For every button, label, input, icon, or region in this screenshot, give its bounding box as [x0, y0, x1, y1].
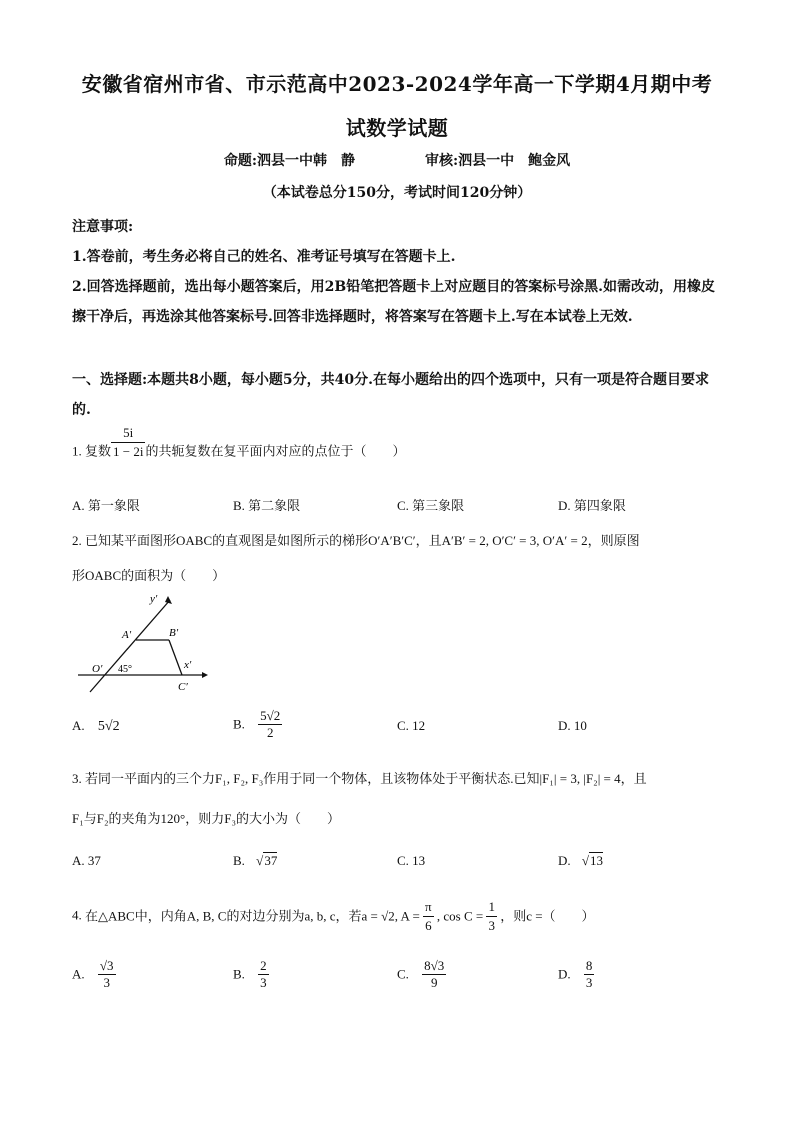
fraction-denominator: 3 — [488, 918, 495, 933]
option-a: A. 37 — [72, 853, 101, 868]
fraction — [486, 898, 497, 935]
exam-title-line2: 试数学试题 — [345, 116, 449, 140]
fraction-numerator: 5√2 — [260, 708, 281, 723]
question-number: 3. — [72, 771, 82, 786]
option-label: B. — [233, 853, 245, 868]
label-angle: 45° — [118, 664, 132, 675]
option-label: B. — [233, 716, 245, 732]
y-axis-line — [90, 600, 170, 692]
fraction-denominator: 3 — [260, 975, 267, 990]
fraction — [111, 424, 145, 461]
fraction-numerator: 8√3 — [424, 958, 445, 973]
question-2-stem-line1 — [72, 532, 732, 550]
fraction-numerator: 5i — [111, 424, 145, 443]
option-label: A. — [72, 718, 85, 733]
label-a: A′ — [122, 629, 132, 641]
option-c — [397, 958, 446, 991]
notice-heading: 注意事项: — [72, 219, 134, 235]
fraction — [423, 898, 434, 935]
exam-info: （本试卷总分150分，考试时间120分钟） — [262, 185, 532, 201]
fraction-denominator: 1 − 2i — [113, 444, 144, 459]
author: 命题:泗县一中韩 静 — [223, 153, 355, 169]
option-d: D. 10 — [558, 718, 587, 733]
option-label: A. — [72, 966, 85, 982]
option-b — [233, 958, 269, 991]
option-a: A. 第一象限 — [72, 498, 140, 513]
fraction-numerator: π — [423, 898, 434, 917]
y-axis-arrow — [165, 596, 172, 604]
fraction — [584, 958, 595, 991]
question-number: 2. — [72, 533, 82, 548]
question-4-stem — [72, 898, 732, 935]
fraction — [258, 958, 269, 991]
label-b: B′ — [169, 627, 179, 639]
author-line — [0, 150, 794, 170]
option-value: 37 — [264, 853, 278, 868]
label-x: x′ — [184, 659, 192, 671]
question-text: 的共轭复数在复平面内对应的点位于（ ） — [145, 443, 406, 459]
x-axis-arrow — [202, 672, 208, 678]
question-text: 复数 — [85, 443, 112, 459]
label-o: O′ — [92, 663, 103, 675]
option-label: D. — [558, 853, 571, 868]
label-y: y′ — [150, 593, 158, 605]
section-1-heading: 一、选择题:本题共8小题，每小题5分，共40分.在每小题给出的四个选项中，只有一项是符合题目要求的. — [72, 372, 710, 418]
fraction — [98, 958, 116, 991]
fraction — [258, 708, 282, 741]
option-value: 5√2 — [97, 719, 120, 734]
option-d: D. 第四象限 — [558, 498, 626, 513]
fraction-denominator: 3 — [585, 975, 593, 990]
question-number: 1. — [72, 443, 82, 459]
reviewer: 审核:泗县一中 鲍金风 — [425, 153, 571, 169]
question-1-stem — [72, 425, 732, 471]
option-c: C. 13 — [397, 853, 426, 868]
question-text: 在△ABC中，内角A, B, C的对边分别为a, b, c，若a = √2, A = — [85, 908, 420, 924]
option-b: B. √37 — [233, 853, 278, 868]
trapezoid-diagram — [74, 592, 214, 700]
fraction-numerator: 1 — [486, 898, 497, 917]
fraction-denominator: 3 — [103, 975, 110, 990]
option-b — [233, 708, 282, 741]
fraction-numerator: 2 — [260, 958, 267, 973]
option-c: C. 第三象限 — [397, 498, 465, 513]
option-b: B. 第二象限 — [233, 498, 301, 513]
question-text: 若同一平面内的三个力F₁, F₂, F₃作用于同一个物体，且该物体处于平衡状态.已知|F₁| = 3, |F₂| = 4，且 — [85, 771, 647, 786]
option-label: B. — [233, 966, 245, 982]
notice-item-2: 2.回答选择题前，选出每小题答案后，用2B铅笔把答题卡上对应题目的答案标号涂黑.如需改动，用橡皮擦干净后，再选涂其他答案标号.回答非选择题时，将答案写在答题卡上.写在本试卷上无效. — [72, 279, 716, 325]
option-label: D. — [558, 966, 571, 982]
fraction — [422, 958, 446, 991]
option-label: C. — [397, 966, 409, 982]
option-c: C. 12 — [397, 718, 426, 733]
label-c: C′ — [178, 681, 188, 693]
fraction-denominator: 2 — [266, 725, 274, 740]
option-d: D. √13 — [558, 853, 604, 868]
question-text: ，则c =（ ） — [500, 908, 595, 924]
edge-bc — [169, 640, 182, 675]
fraction-denominator: 9 — [430, 975, 438, 990]
question-text: , cos C = — [436, 908, 484, 924]
question-text: 已知某平面图形OABC的直观图是如图所示的梯形O′A′B′C′，且A′B′ = 2, O′C′ = 3, O′A′ = 2，则原图 — [85, 533, 640, 548]
fraction-numerator: √3 — [99, 958, 114, 973]
question-3-stem-line2: F₁与F₂的夹角为120°，则力F₃的大小为（ ） — [72, 811, 340, 826]
fraction-numerator: 8 — [585, 958, 593, 973]
question-3-stem-line1 — [72, 770, 732, 788]
option-d — [558, 958, 594, 991]
question-number: 4. — [72, 907, 82, 923]
option-value: 13 — [590, 853, 604, 868]
question-2-stem-line2: 形OABC的面积为（ ） — [72, 568, 226, 583]
notice-item-1: 1.答卷前，考生务必将自己的姓名、准考证号填写在答题卡上. — [72, 249, 456, 265]
option-a — [72, 718, 120, 735]
fraction-denominator: 6 — [425, 918, 432, 933]
exam-title-line1: 安徽省宿州市省、市示范高中2023-2024学年高一下学期4月期中考 — [81, 72, 713, 96]
option-a — [72, 958, 116, 991]
